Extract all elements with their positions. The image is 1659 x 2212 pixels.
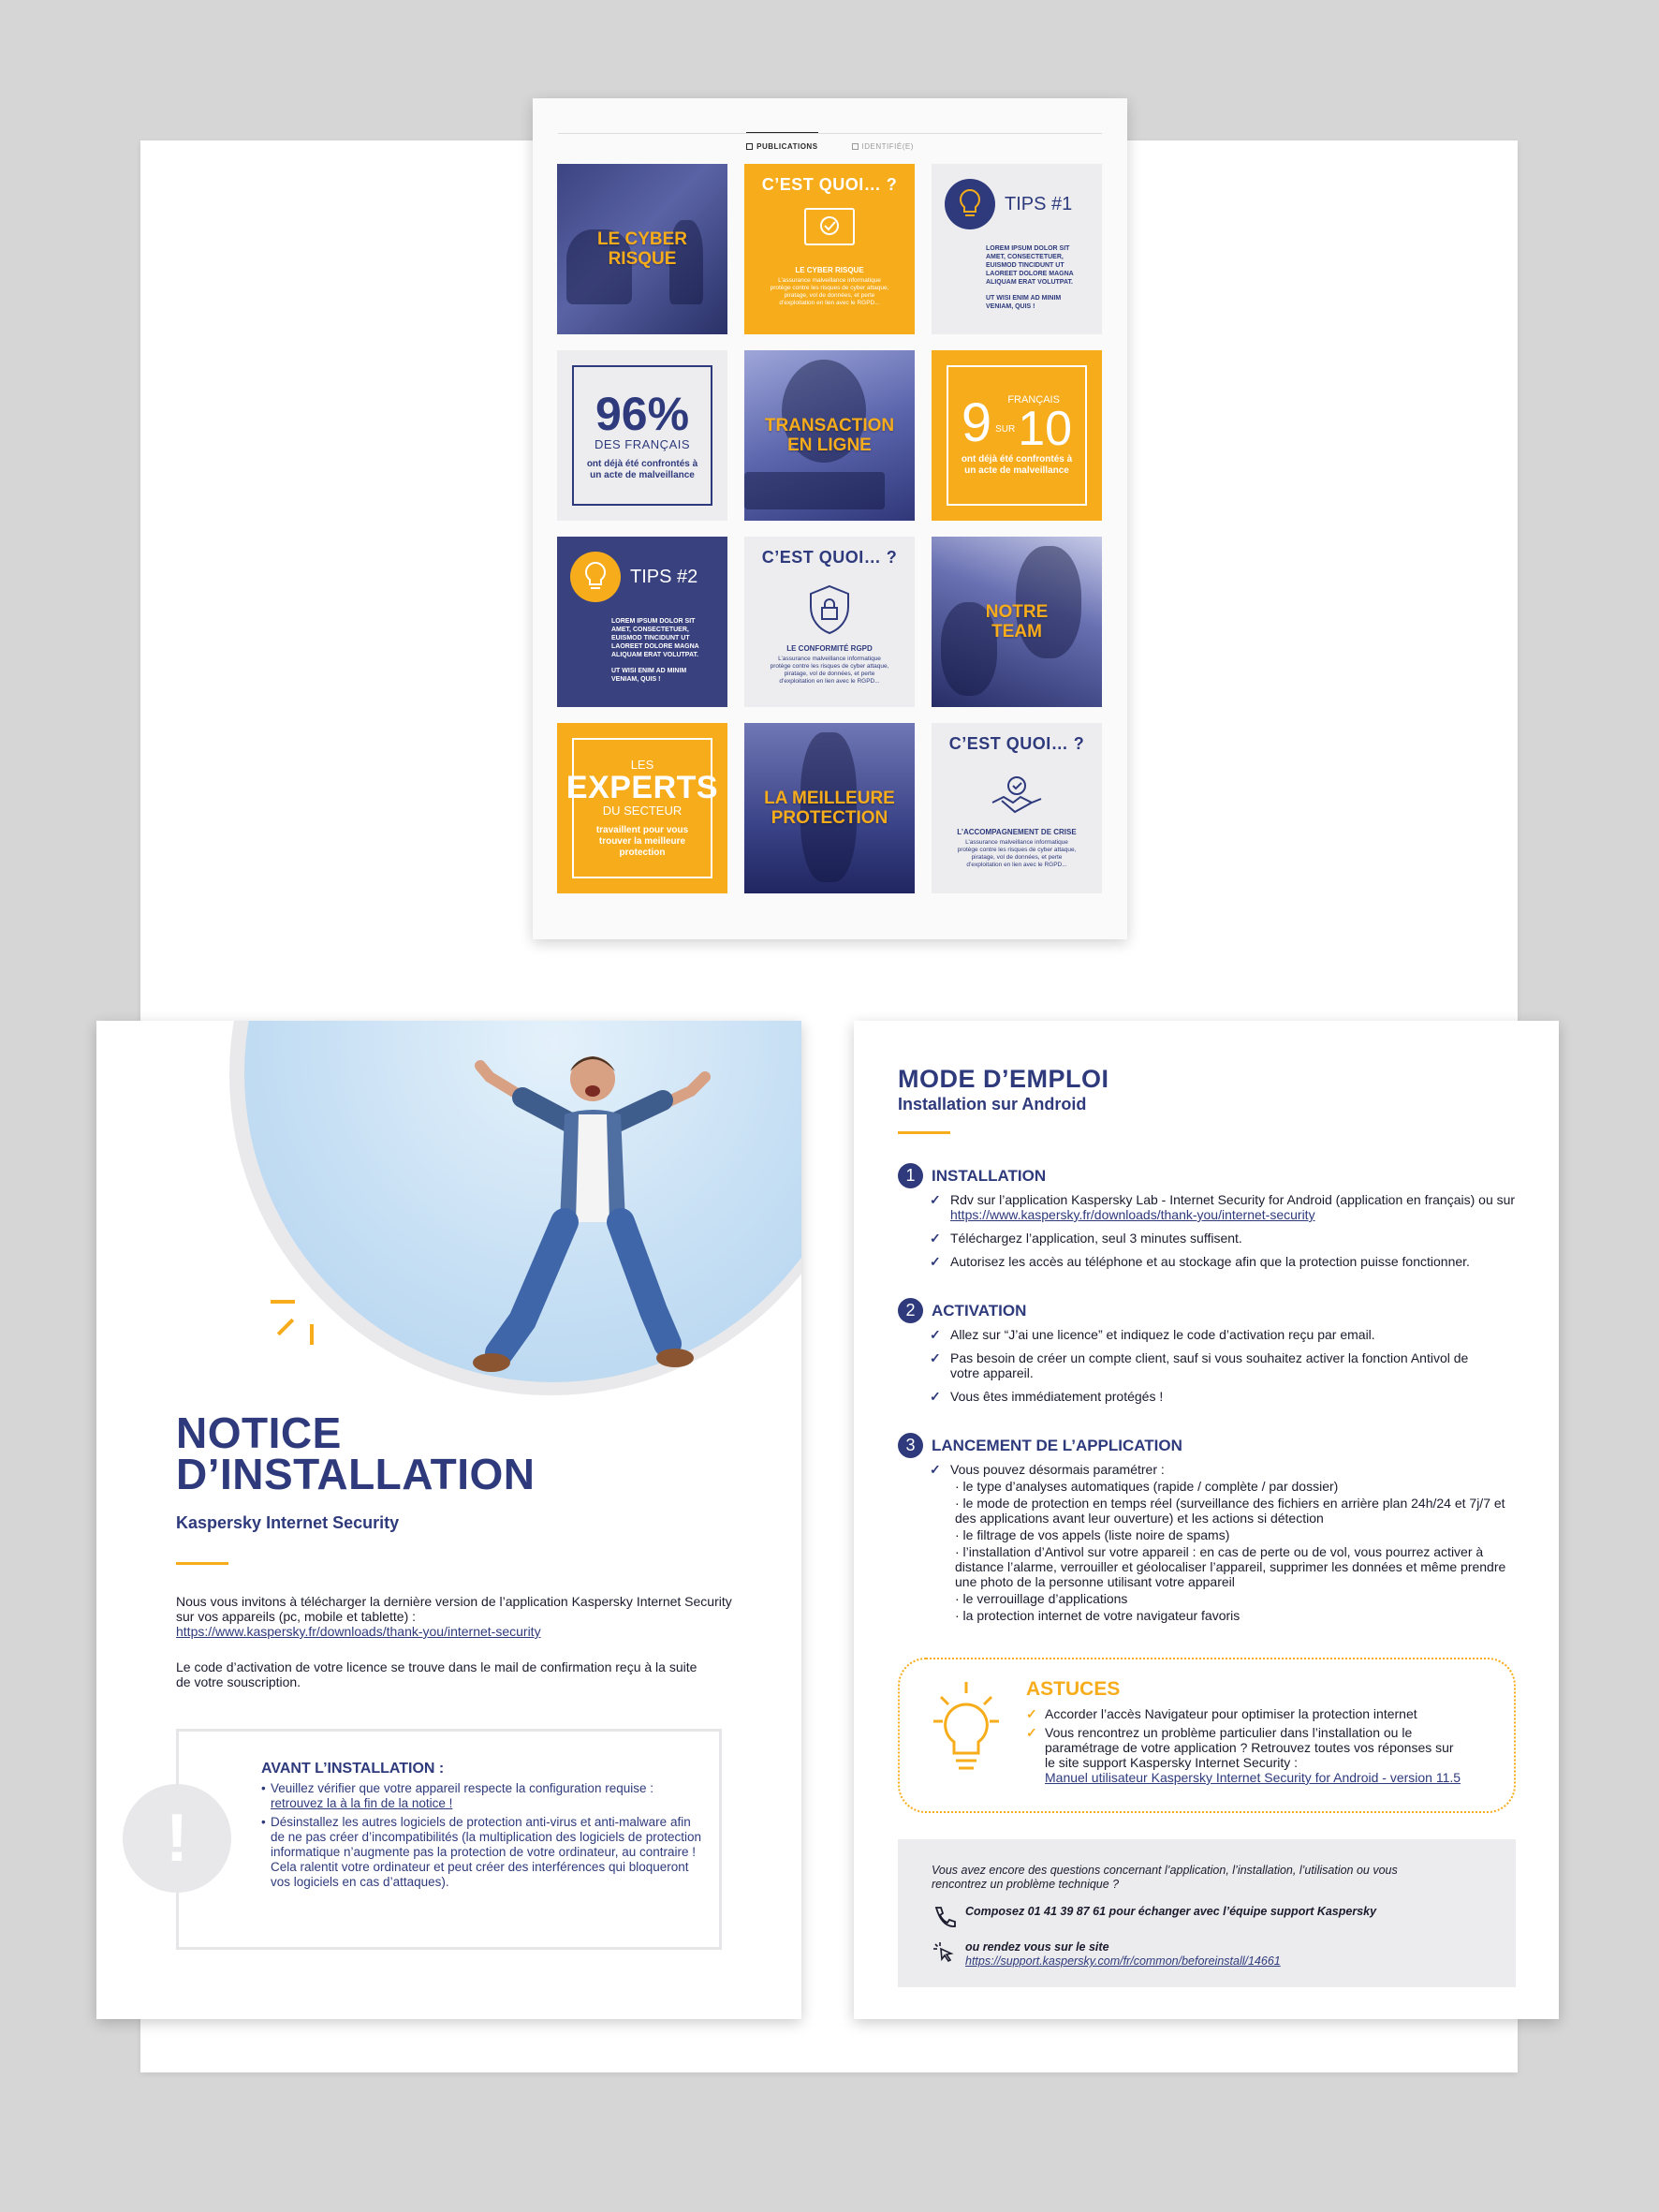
support-phone-row: [932, 1905, 1482, 1929]
post-transaction[interactable]: [744, 350, 915, 521]
section-title: LANCEMENT DE L’APPLICATION: [932, 1436, 1182, 1454]
stat-fraction: [961, 392, 1073, 456]
settings-item: · le mode de protection en temps réel (surveillance des fichiers en arrière plan 24h/24 et 7j/7 et des applications avant leur ouverture) et les actions si détection: [955, 1496, 1505, 1526]
profile-tabs: [533, 142, 1127, 151]
title-line-2: D’INSTALLATION: [176, 1450, 536, 1498]
list-item: [1026, 1706, 1504, 1721]
lightbulb-icon: [945, 179, 995, 229]
section-header: [898, 1298, 1525, 1323]
tips-text-2: UT WISI ENIM AD MINIM VENIAM, QUIS !: [611, 668, 687, 683]
astuces-box: [898, 1658, 1516, 1813]
section-title: INSTALLATION: [932, 1166, 1047, 1185]
tab-identifie[interactable]: [852, 142, 914, 151]
check-icon: ✓: [930, 1350, 941, 1365]
experts-bottom: DU SECTEUR: [602, 804, 683, 818]
list-item: [930, 1254, 1525, 1269]
list-item: [930, 1462, 1510, 1623]
step-number: 3: [898, 1433, 923, 1458]
experts-big: EXPERTS: [565, 770, 719, 805]
stat-frame: [572, 365, 712, 506]
post-tips-2[interactable]: [557, 537, 727, 707]
support-box: [898, 1839, 1516, 1987]
page-title: MODE D’EMPLOI: [898, 1065, 1109, 1093]
list-item-text: Téléchargez l’application, seul 3 minutes suffisent.: [950, 1231, 1242, 1246]
post-cest-quoi-crise[interactable]: [932, 723, 1102, 893]
check-icon: ✓: [930, 1327, 941, 1342]
post-cyber-risque[interactable]: [557, 164, 727, 334]
section-activation: [898, 1298, 1525, 1412]
section-title: ACTIVATION: [932, 1301, 1027, 1320]
grid-divider: [558, 133, 1102, 134]
phone-icon: [932, 1905, 956, 1929]
list-item: [261, 1815, 701, 1890]
post-cest-quoi-cyber[interactable]: [744, 164, 915, 334]
check-list: [930, 1462, 1525, 1623]
shield-lock-icon: [806, 583, 853, 641]
step-number: 2: [898, 1298, 923, 1323]
check-icon: ✓: [930, 1192, 941, 1207]
list-item: [930, 1231, 1525, 1246]
stat-right: [995, 394, 1073, 456]
list-item-text: Vous pouvez désormais paramétrer :: [950, 1462, 1165, 1477]
support-site-text: [965, 1940, 1281, 1969]
post-text: L’assurance malveillance informatique protège contre les risques de cyber attaque, piratage, vol de données, et perte d’exploitation en lien avec le RGPD...: [957, 838, 1077, 868]
lightbulb-icon: [570, 552, 621, 602]
post-heading: C’EST QUOI… ?: [761, 175, 898, 194]
post-stat-96[interactable]: [557, 350, 727, 521]
settings-list: [950, 1479, 1510, 1623]
post-text: L’assurance malveillance informatique protège contre les risques de cyber attaque, piratage, vol de données, et perte d’exploitation en lien avec le RGPD...: [770, 277, 889, 306]
list-item-text: Allez sur “J’ai une licence” et indiquez le code d’activation reçu par email.: [950, 1327, 1375, 1342]
tips-title: TIPS #2: [630, 566, 698, 587]
post-grid: [557, 164, 1103, 893]
post-title: NOTRE TEAM: [985, 602, 1049, 641]
stat-label: FRANÇAIS: [1007, 394, 1060, 406]
stat-frame: [947, 365, 1087, 506]
grid-icon: [746, 143, 753, 150]
section-header: [898, 1163, 1525, 1188]
check-icon: ✓: [930, 1254, 941, 1269]
post-heading: C’EST QUOI… ?: [948, 734, 1085, 753]
post-meilleure-protection[interactable]: [744, 723, 915, 893]
check-list: [930, 1327, 1525, 1404]
list-item: [261, 1781, 701, 1811]
intro-text: Nous vous invitons à télécharger la dernière version de l’application Kaspersky Internet Security sur vos appareils (pc, mobile et tablette) :: [176, 1594, 732, 1624]
post-notre-team[interactable]: [932, 537, 1102, 707]
settings-item: · le verrouillage d’applications: [955, 1591, 1128, 1606]
accent-rule: [898, 1131, 950, 1134]
page-title: [176, 1408, 536, 1498]
accent-rule: [176, 1562, 228, 1565]
title-line-1: NOTICE: [176, 1408, 342, 1457]
list-item: [930, 1350, 1501, 1380]
notice-page: [96, 1021, 801, 2019]
post-cest-quoi-rgpd[interactable]: [744, 537, 915, 707]
experts-text: travaillent pour vous trouver la meilleure protection: [595, 825, 689, 858]
deco-dash: [277, 1319, 294, 1335]
page-subtitle: Kaspersky Internet Security: [176, 1513, 400, 1532]
list-item-text: Vous rencontrez un problème particulier dans l’installation ou le paramétrage de votre application ? Retrouvez toutes vos réponses sur le site support Kaspersky Internet Security :: [1045, 1725, 1454, 1770]
support-site-row: [932, 1940, 1482, 1969]
stat-sur: SUR: [995, 423, 1016, 435]
post-stat-9-10[interactable]: [932, 350, 1102, 521]
post-subtitle: L’ACCOMPAGNEMENT DE CRISE: [957, 827, 1077, 836]
post-title: LA MEILLEURE PROTECTION: [764, 789, 895, 828]
tips-header: [945, 179, 1072, 229]
download-link[interactable]: https://www.kaspersky.fr/downloads/thank-you/internet-security: [950, 1207, 1315, 1222]
experts-top: LES: [630, 758, 654, 772]
handshake-icon: [989, 773, 1045, 824]
tab-label: PUBLICATIONS: [756, 142, 818, 151]
tips-text: [611, 617, 714, 684]
list-item: [930, 1389, 1525, 1404]
settings-item: · la protection internet de votre navigateur favoris: [955, 1608, 1241, 1623]
settings-item: · l’installation d’Antivol sur votre appareil : en cas de perte ou de vol, vous pourrez activer à distance l’alarme, verrouiller et géolocaliser l’appareil, supprimer les données et même prendre une photo de la personne utilisant votre appareil: [955, 1544, 1506, 1589]
check-icon: ✓: [930, 1462, 941, 1477]
tab-label: IDENTIFIÉ(E): [861, 142, 914, 151]
check-icon: ✓: [930, 1389, 941, 1404]
post-text: L’assurance malveillance informatique protège contre les risques de cyber attaque, piratage, vol de données, et perte d’exploitation en lien avec le RGPD...: [770, 655, 889, 685]
manual-link[interactable]: Manuel utilisateur Kaspersky Internet Security for Android - version 11.5: [1045, 1770, 1461, 1785]
check-icon: ✓: [1026, 1725, 1037, 1740]
list-item-text: Accorder l’accès Navigateur pour optimiser la protection internet: [1045, 1706, 1417, 1721]
post-subtitle: LE CONFORMITÉ RGPD: [786, 643, 873, 653]
list-item-text: Désinstallez les autres logiciels de protection anti-virus et anti-malware afin de ne pas créer d’incompatibilités (la multiplication des logiciels de protection informatique n’augmente pas la protection de votre ordinateur, au contraire ! Cela ralentit votre ordinateur et peut créer des interférences qui bloqueront vos logiciels en cas d’attaques).: [271, 1815, 701, 1889]
exclamation-icon: !: [123, 1784, 231, 1893]
experts-frame: [565, 738, 719, 878]
section-lancement: [898, 1433, 1525, 1631]
tips-text-2: UT WISI ENIM AD MINIM VENIAM, QUIS !: [986, 295, 1062, 310]
stat-numerator: 9: [961, 392, 992, 453]
deco-dash: [271, 1300, 295, 1304]
post-title: LE CYBER RISQUE: [596, 229, 688, 269]
post-heading: C’EST QUOI… ?: [761, 548, 898, 567]
avant-title: AVANT L’INSTALLATION :: [261, 1761, 445, 1777]
support-site-label: ou rendez vous sur le site: [965, 1940, 1109, 1954]
tips-header: [570, 552, 697, 602]
notice-end-link[interactable]: retrouvez la à la fin de la notice !: [271, 1796, 453, 1810]
tips-text: [986, 244, 1089, 311]
astuces-list: [1026, 1706, 1504, 1789]
list-item-text: Vous êtes immédiatement protégés !: [950, 1389, 1164, 1404]
stat-den-row: [995, 402, 1073, 456]
laptop-silhouette: [744, 472, 885, 509]
settings-item: · le filtrage de vos appels (liste noire de spams): [955, 1527, 1230, 1542]
astuces-title: ASTUCES: [1026, 1678, 1121, 1700]
list-item: [930, 1192, 1525, 1222]
activation-paragraph: Le code d’activation de votre licence se trouve dans le mail de confirmation reçu à la suite de votre souscription.: [176, 1659, 697, 1689]
monitor-shield-icon: [804, 208, 855, 245]
post-experts[interactable]: [557, 723, 727, 893]
list-item-text: Pas besoin de créer un compte client, sauf si vous souhaitez activer la fonction Antivol de votre appareil.: [950, 1350, 1469, 1380]
tab-publications[interactable]: [746, 132, 817, 151]
support-phone-text: Composez 01 41 39 87 61 pour échanger avec l’équipe support Kaspersky: [965, 1905, 1377, 1918]
check-icon: ✓: [1026, 1706, 1037, 1721]
tips-title: TIPS #1: [1005, 193, 1073, 214]
mode-emploi-page: [854, 1021, 1559, 2019]
stat-denominator: 10: [1018, 402, 1073, 456]
stat-text: ont déjà été confrontés à un acte de malveillance: [961, 454, 1073, 476]
section-installation: [898, 1163, 1525, 1277]
post-title: TRANSACTION EN LIGNE: [764, 416, 895, 455]
list-item-text: Autorisez les accès au téléphone et au stockage afin que la protection puisse fonctionner.: [950, 1254, 1470, 1269]
post-subtitle: LE CYBER RISQUE: [795, 266, 864, 274]
jumping-man-illustration: [433, 1040, 742, 1386]
avant-list: [261, 1781, 701, 1894]
page-subtitle: Installation sur Android: [898, 1095, 1087, 1113]
cursor-click-icon: [932, 1940, 956, 1965]
tips-text-1: LOREM IPSUM DOLOR SIT AMET, CONSECTETUER, EUISMOD TINCIDUNT UT LAOREET DOLORE MAGNA ALIQUAM ERAT VOLUTPAT.: [611, 618, 699, 658]
list-item: [1026, 1725, 1466, 1785]
intro-paragraph: [176, 1594, 738, 1639]
stat-text: ont déjà été confrontés à un acte de malveillance: [586, 458, 698, 480]
lightbulb-icon: [924, 1678, 1008, 1791]
tag-icon: [852, 143, 859, 150]
settings-item: · le type d’analyses automatiques (rapide / complète / par dossier): [955, 1479, 1339, 1494]
step-number: 1: [898, 1163, 923, 1188]
support-link[interactable]: https://support.kaspersky.com/fr/common/beforeinstall/14661: [965, 1954, 1281, 1968]
download-link[interactable]: https://www.kaspersky.fr/downloads/thank-you/internet-security: [176, 1624, 541, 1639]
post-tips-1[interactable]: [932, 164, 1102, 334]
list-item: [930, 1327, 1525, 1342]
tips-text-1: LOREM IPSUM DOLOR SIT AMET, CONSECTETUER, EUISMOD TINCIDUNT UT LAOREET DOLORE MAGNA ALIQUAM ERAT VOLUTPAT.: [986, 245, 1074, 286]
deco-dash: [310, 1324, 314, 1345]
list-item-text: Rdv sur l’application Kaspersky Lab - Internet Security for Android (application en français) ou sur: [950, 1192, 1516, 1207]
instagram-grid-mockup: [533, 98, 1127, 939]
stat-label: DES FRANÇAIS: [594, 436, 691, 451]
section-header: [898, 1433, 1525, 1458]
stat-number: 96%: [595, 387, 690, 440]
support-intro: Vous avez encore des questions concernant l’application, l’installation, l’utilisation ou vous rencontrez un problème technique ?: [932, 1864, 1398, 1891]
check-icon: ✓: [930, 1231, 941, 1246]
list-item-text: Veuillez vérifier que votre appareil respecte la configuration requise :: [271, 1781, 653, 1795]
check-list: [930, 1192, 1525, 1269]
